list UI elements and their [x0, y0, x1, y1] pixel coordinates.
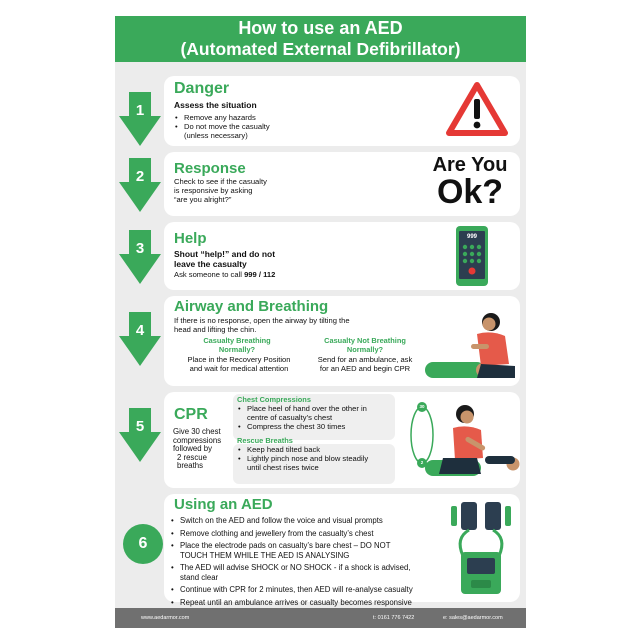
- poster-header: [115, 16, 526, 62]
- text-line: and wait for medical attention: [189, 364, 289, 373]
- phone-icon: [455, 225, 489, 287]
- list-item: • Keep head tilted back: [237, 445, 407, 454]
- step-help-title: Help: [174, 230, 207, 247]
- step-5-arrow-icon: [119, 408, 161, 462]
- rescue-breaths-bullets: [237, 445, 407, 463]
- text-line: breaths: [177, 461, 204, 470]
- are-you-ok-graphic: [415, 155, 525, 209]
- call-text: Ask someone to call: [174, 270, 245, 279]
- heading-line: Casualty Not Breathing: [324, 336, 406, 345]
- footer-phone: t: 0161 776 7422: [373, 615, 415, 621]
- text-line: 2 rescue: [177, 452, 207, 462]
- step-help-text: [174, 270, 275, 279]
- text-line: “are you alright?”: [174, 195, 232, 204]
- chest-compressions-bullets: [237, 404, 397, 413]
- step-aed-bullets: [170, 516, 460, 607]
- list-item: • Do not move the casualty: [174, 122, 334, 131]
- list-item: • Remove any hazards: [174, 113, 334, 122]
- bullet-text: • The AED will advise SHOCK or NO SHOCK - if a shock is advised,: [180, 563, 411, 572]
- step-help-subtitle-2: leave the casualty: [174, 259, 247, 269]
- bullet-text: stand clear: [180, 572, 219, 582]
- step-6-number: 6: [138, 535, 148, 552]
- rescue-breaths-heading: Rescue Breaths: [237, 436, 293, 445]
- text-line: head and lifting the chin.: [174, 325, 257, 334]
- list-item: [170, 598, 460, 608]
- list-item: • Compress the chest 30 times: [237, 422, 397, 431]
- poster-footer: [115, 608, 526, 628]
- text-line: Check to see if the casualty: [174, 177, 267, 186]
- heading-line: Normally?: [218, 344, 256, 354]
- text-line: Place in the Recovery Position: [187, 355, 291, 364]
- step-1-number: 1: [135, 102, 145, 119]
- bullet-text: • Place the electrode pads on casualty’s bare chest – DO NOT: [180, 541, 391, 550]
- chest-compressions-bullets-2: [237, 422, 397, 431]
- warning-triangle-icon: [445, 80, 509, 138]
- step-cpr-title: CPR: [174, 406, 208, 423]
- rescue-breaths-continuation: until chest rises twice: [247, 463, 319, 472]
- emergency-numbers: 999 / 112: [244, 270, 276, 279]
- text-line: for an AED and begin CPR: [319, 364, 411, 373]
- text-line: followed by: [173, 444, 213, 453]
- casualty-breathing-text: [174, 355, 304, 373]
- heading-line: Normally?: [346, 344, 384, 354]
- footer-email: e: sales@aedarmor.com: [443, 615, 503, 621]
- list-item: [170, 541, 460, 560]
- list-item: • Lightly pinch nose and blow steadily: [237, 454, 407, 463]
- list-item: [170, 585, 460, 595]
- poster-title: How to use an AED: [238, 18, 403, 38]
- step-5-number: 5: [135, 418, 145, 435]
- phone-display-number: 999: [466, 234, 477, 240]
- step-help-subtitle-1: Shout “help!” and do not: [174, 249, 276, 259]
- step-danger-note: (unless necessary): [184, 131, 248, 140]
- list-item: • Place heel of hand over the other in: [237, 404, 397, 413]
- text-line: Give 30 chest: [173, 427, 221, 436]
- step-1-arrow-icon: [119, 92, 161, 146]
- step-3-number: 3: [135, 240, 145, 257]
- text-line: compressions: [173, 435, 222, 445]
- list-item: [170, 563, 460, 582]
- ok-text: Ok?: [436, 173, 504, 211]
- chest-compressions-heading: Chest Compressions: [237, 395, 311, 404]
- bullet-text: Remove clothing and jewellery from the casualty’s chest: [180, 528, 374, 538]
- cycle-bottom-number: 2: [420, 460, 424, 465]
- cycle-top-number: 30: [419, 404, 425, 409]
- text-line: Send for an ambulance, ask: [317, 355, 413, 364]
- chest-compressions-continuation: centre of casualty’s chest: [247, 413, 333, 422]
- bullet-text: TOUCH THEM WHILE THE AED IS ANALYSING: [180, 550, 350, 560]
- footer-website: www.aedarmor.com: [141, 615, 190, 621]
- step-2-number: 2: [135, 168, 145, 185]
- step-response-title: Response: [174, 160, 246, 177]
- poster-subtitle: (Automated External Defibrillator): [180, 39, 461, 59]
- aed-poster: [115, 16, 526, 628]
- step-6-circle-icon: [123, 524, 163, 564]
- recovery-position-illustration: [425, 304, 521, 384]
- step-airway-text: [174, 316, 414, 334]
- step-danger-title: Danger: [174, 80, 230, 97]
- step-4-arrow-icon: [119, 312, 161, 366]
- casualty-not-breathing-text: [307, 355, 423, 373]
- bullet-text: Continue with CPR for 2 minutes, then AED will re-analyse casualty: [180, 585, 413, 594]
- step-4-number: 4: [135, 322, 145, 339]
- step-cpr-text: [173, 428, 235, 471]
- step-danger-bullets: [174, 113, 334, 131]
- cpr-illustration: [425, 400, 521, 486]
- list-item: [170, 529, 460, 539]
- casualty-breathing-heading: [177, 337, 297, 354]
- bullet-text: Repeat until an ambulance arrives or casualty becomes responsive: [180, 597, 412, 607]
- bullet-text: Switch on the AED and follow the voice and visual prompts: [180, 516, 383, 525]
- step-danger-subtitle: Assess the situation: [174, 100, 257, 110]
- step-2-arrow-icon: [119, 158, 161, 212]
- step-airway-title: Airway and Breathing: [174, 298, 329, 315]
- step-aed-title: Using an AED: [174, 496, 273, 513]
- text-line: If there is no response, open the airway by tilting the: [174, 316, 350, 325]
- step-3-arrow-icon: [119, 230, 161, 284]
- list-item: [170, 516, 460, 526]
- casualty-not-breathing-heading: [305, 337, 425, 354]
- aed-device-icon: [449, 500, 515, 596]
- are-you-text: Are You: [432, 154, 508, 176]
- heading-line: Casualty Breathing: [203, 336, 271, 345]
- text-line: is responsive by asking: [174, 186, 253, 195]
- step-response-text: [174, 177, 314, 204]
